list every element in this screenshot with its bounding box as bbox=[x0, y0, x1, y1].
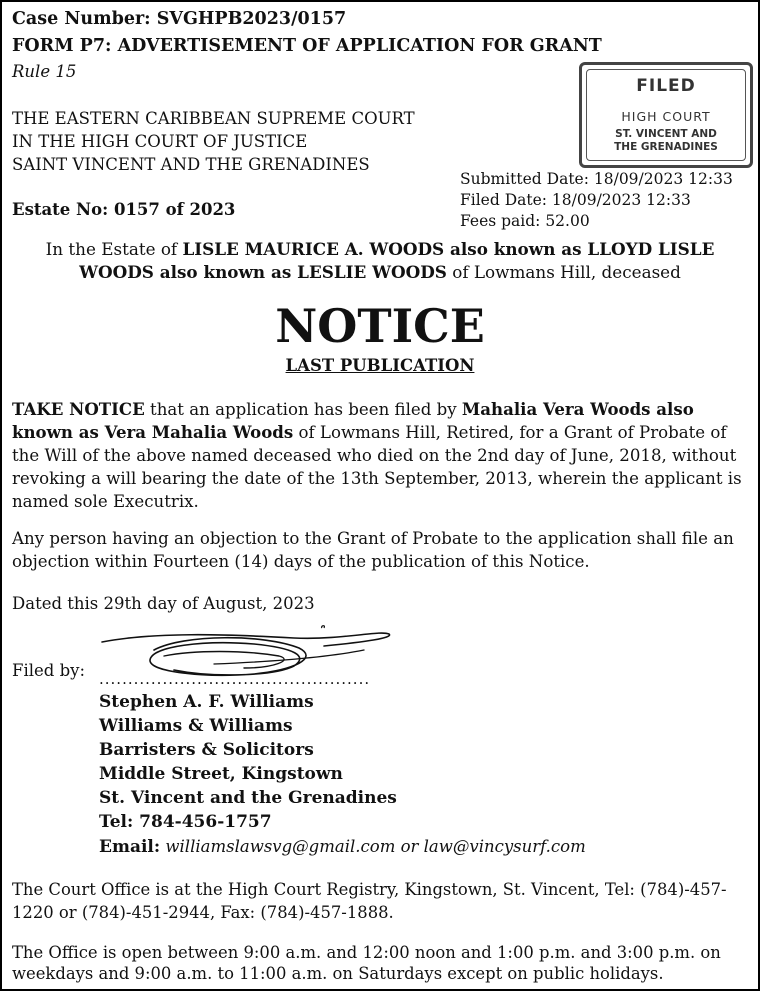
take-notice: TAKE NOTICE bbox=[12, 399, 145, 419]
case-number: Case Number: SVGHPB2023/0157 bbox=[12, 9, 347, 29]
court-line-3: SAINT VINCENT AND THE GRENADINES bbox=[12, 155, 370, 174]
objection-paragraph: Any person having an objection to the Grant of Probate to the application shall file an objection within Fourteen (14) days of the publication of this Notice. bbox=[12, 529, 734, 571]
notice-text-b: of Lowmans Hill, Retired, for a Grant of Probate of the Will of the above named deceased who died on the 2nd day of June, 2018, without revoking a will bearing the date of the 13th September, 2013, wherein the applicant is named sole Executrix. bbox=[12, 423, 742, 511]
court-line-1: THE EASTERN CARIBBEAN SUPREME COURT bbox=[12, 109, 415, 128]
estate-number: Estate No: 0157 of 2023 bbox=[12, 200, 236, 219]
stamp-court: HIGH COURT bbox=[621, 109, 711, 124]
notice-paragraph bbox=[12, 398, 752, 513]
rule-reference: Rule 15 bbox=[12, 62, 77, 81]
stamp-location-2: THE GRENADINES bbox=[614, 141, 718, 153]
stamp-location-1: ST. VINCENT AND bbox=[615, 128, 717, 140]
court-office-info: The Court Office is at the High Court Registry, Kingstown, St. Vincent, Tel: (784)-457-1220 or (784)-451-2944, Fax: (784)-457-1888. bbox=[12, 880, 727, 922]
filed-by-label: Filed by: bbox=[12, 661, 86, 680]
stamp-filed: FILED bbox=[636, 76, 696, 96]
deceased-name-2: WOODS also known as LESLIE WOODS bbox=[79, 262, 447, 282]
fees-paid: Fees paid: 52.00 bbox=[460, 212, 590, 230]
deceased-name-1: LISLE MAURICE A. WOODS also known as LLOYD LISLE bbox=[182, 239, 715, 259]
submitted-date: Submitted Date: 18/09/2023 12:33 bbox=[460, 170, 733, 188]
dated-line: Dated this 29th day of August, 2023 bbox=[12, 594, 315, 613]
solicitor-name: Stephen A. F. Williams bbox=[99, 692, 314, 712]
firm-country: St. Vincent and the Grenadines bbox=[99, 788, 397, 808]
firm-role: Barristers & Solicitors bbox=[99, 740, 314, 760]
form-title: FORM P7: ADVERTISEMENT OF APPLICATION FOR GRANT bbox=[12, 36, 602, 56]
estate-suffix: of Lowmans Hill, deceased bbox=[446, 262, 681, 282]
estate-prefix: In the Estate of bbox=[45, 239, 183, 259]
firm-name: Williams & Williams bbox=[99, 716, 293, 736]
firm-tel: Tel: 784-456-1757 bbox=[99, 812, 272, 832]
email-label: Email: bbox=[99, 837, 161, 857]
stamp-location bbox=[582, 128, 750, 154]
office-hours: The Office is open between 9:00 a.m. and 12:00 noon and 1:00 p.m. and 3:00 p.m. on weekdays and 9:00 a.m. to 11:00 a.m. on Saturdays except on public holidays. bbox=[12, 943, 721, 983]
signature-line: ............................................... bbox=[99, 670, 371, 688]
firm-email bbox=[99, 835, 586, 859]
email-value: williamslawsvg@gmail.com or law@vincysurf.com bbox=[160, 837, 586, 856]
applicant-name: Mahalia Vera Woods also known as Vera Mahalia Woods bbox=[12, 399, 694, 442]
notice-text-a: that an application has been filed by bbox=[144, 400, 462, 419]
notice-title: NOTICE bbox=[275, 299, 485, 353]
filed-date: Filed Date: 18/09/2023 12:33 bbox=[460, 191, 691, 209]
firm-street: Middle Street, Kingstown bbox=[99, 764, 343, 784]
estate-statement bbox=[12, 238, 748, 284]
court-line-2: IN THE HIGH COURT OF JUSTICE bbox=[12, 132, 308, 151]
filed-stamp bbox=[579, 62, 753, 168]
last-publication: LAST PUBLICATION bbox=[285, 356, 475, 375]
